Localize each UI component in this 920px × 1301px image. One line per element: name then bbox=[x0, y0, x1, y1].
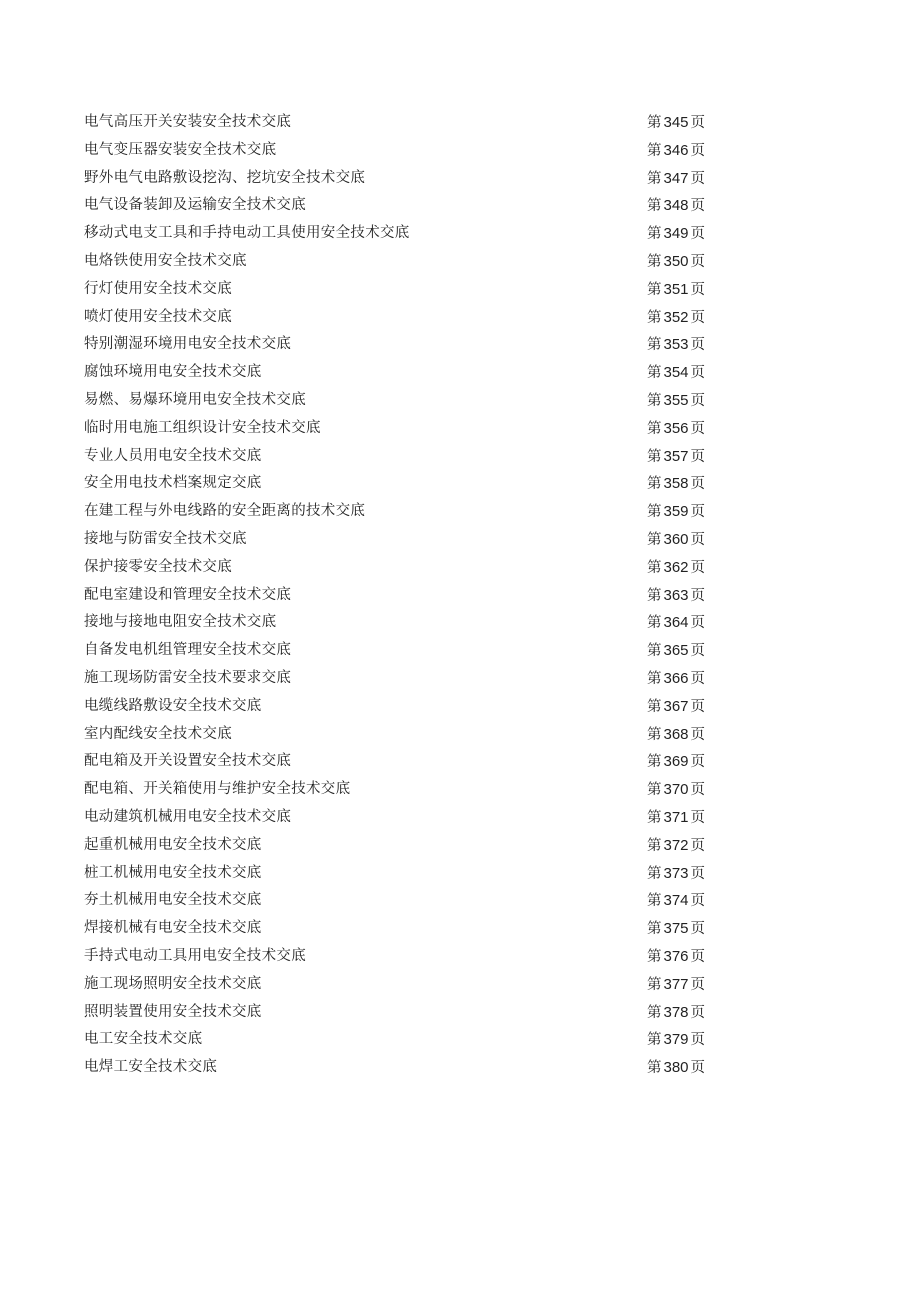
toc-entry-title: 电缆线路敷设安全技术交底 bbox=[84, 697, 262, 714]
toc-entry-page-ref bbox=[647, 609, 705, 638]
page-number: 379 bbox=[663, 1031, 689, 1049]
page-suffix: 页 bbox=[690, 392, 706, 409]
page-suffix: 页 bbox=[690, 782, 706, 799]
page-prefix: 第 bbox=[647, 448, 662, 465]
toc-entry-title: 起重机械用电安全技术交底 bbox=[84, 836, 262, 853]
page-suffix: 页 bbox=[690, 837, 706, 854]
page-number: 380 bbox=[663, 1059, 689, 1077]
toc-entry-title: 室内配线安全技术交底 bbox=[84, 725, 232, 742]
toc-entry-title: 配电箱、开关箱使用与维护安全技术交底 bbox=[84, 781, 351, 798]
toc-entry-title: 施工现场防雷安全技术要求交底 bbox=[84, 669, 292, 686]
page-suffix: 页 bbox=[690, 615, 706, 632]
page-number: 349 bbox=[663, 225, 689, 243]
toc-entry-page-ref bbox=[647, 331, 705, 360]
page-number: 348 bbox=[663, 197, 689, 215]
page-number: 363 bbox=[663, 586, 689, 604]
page-number: 346 bbox=[663, 141, 689, 159]
toc-entry-title: 电烙铁使用安全技术交底 bbox=[84, 252, 247, 269]
page-number: 351 bbox=[663, 280, 689, 298]
page-prefix: 第 bbox=[647, 198, 662, 215]
page-prefix: 第 bbox=[647, 281, 662, 298]
page-number: 375 bbox=[663, 920, 689, 938]
page-number: 357 bbox=[663, 447, 689, 465]
toc-entry-page-ref bbox=[647, 860, 705, 889]
page-suffix: 页 bbox=[690, 559, 706, 576]
toc-entry-page-ref bbox=[647, 971, 705, 1000]
toc-entry bbox=[0, 443, 920, 471]
toc-entry bbox=[0, 832, 920, 860]
page-suffix: 页 bbox=[690, 142, 706, 159]
page-prefix: 第 bbox=[647, 1060, 662, 1077]
page-prefix: 第 bbox=[647, 420, 662, 437]
page-suffix: 页 bbox=[690, 476, 706, 493]
toc-entry-title: 手持式电动工具用电安全技术交底 bbox=[84, 947, 306, 964]
page-prefix: 第 bbox=[647, 948, 662, 965]
toc-entry-page-ref bbox=[647, 887, 705, 916]
table-of-contents bbox=[0, 109, 920, 1082]
page-suffix: 页 bbox=[690, 337, 706, 354]
toc-entry bbox=[0, 915, 920, 943]
page-prefix: 第 bbox=[647, 531, 662, 548]
toc-entry-title: 配电箱及开关设置安全技术交底 bbox=[84, 753, 292, 770]
toc-entry-page-ref bbox=[647, 526, 705, 555]
page-suffix: 页 bbox=[690, 921, 706, 938]
page-suffix: 页 bbox=[690, 115, 706, 131]
toc-entry-page-ref bbox=[647, 109, 705, 138]
toc-entry-title: 焊接机械有电安全技术交底 bbox=[84, 920, 262, 937]
toc-entry-page-ref bbox=[647, 415, 705, 444]
toc-entry-page-ref bbox=[647, 359, 705, 388]
toc-entry-title: 电气高压开关安装安全技术交底 bbox=[84, 114, 292, 130]
toc-entry-title: 喷灯使用安全技术交底 bbox=[84, 308, 232, 325]
toc-entry-title: 电气变压器安装安全技术交底 bbox=[84, 141, 277, 158]
toc-entry bbox=[0, 331, 920, 359]
toc-entry-page-ref bbox=[647, 637, 705, 666]
toc-entry-title: 临时用电施工组织设计安全技术交底 bbox=[84, 419, 321, 436]
page-suffix: 页 bbox=[690, 587, 706, 604]
page-suffix: 页 bbox=[690, 1004, 706, 1021]
toc-entry-page-ref bbox=[647, 387, 705, 416]
toc-entry-title: 特别潮湿环境用电安全技术交底 bbox=[84, 336, 292, 353]
toc-entry bbox=[0, 137, 920, 165]
page-suffix: 页 bbox=[690, 198, 706, 215]
toc-entry-page-ref bbox=[647, 165, 705, 194]
page-prefix: 第 bbox=[647, 504, 662, 521]
toc-entry-page-ref bbox=[647, 554, 705, 583]
page-number: 352 bbox=[663, 308, 689, 326]
page-prefix: 第 bbox=[647, 170, 662, 187]
toc-entry-title: 夯土机械用电安全技术交底 bbox=[84, 892, 262, 909]
toc-entry bbox=[0, 1026, 920, 1054]
page-prefix: 第 bbox=[647, 726, 662, 743]
toc-entry bbox=[0, 1054, 920, 1082]
toc-entry-page-ref bbox=[647, 443, 705, 472]
toc-entry bbox=[0, 470, 920, 498]
page-prefix: 第 bbox=[647, 115, 662, 131]
page-suffix: 页 bbox=[690, 170, 706, 187]
toc-entry-page-ref bbox=[647, 776, 705, 805]
page-suffix: 页 bbox=[690, 309, 706, 326]
toc-entry bbox=[0, 554, 920, 582]
page-suffix: 页 bbox=[690, 226, 706, 243]
page-number: 345 bbox=[663, 114, 689, 131]
page-suffix: 页 bbox=[690, 726, 706, 743]
toc-entry-title: 配电室建设和管理安全技术交底 bbox=[84, 586, 292, 603]
toc-entry-title: 电焊工安全技术交底 bbox=[84, 1059, 218, 1076]
toc-entry bbox=[0, 860, 920, 888]
toc-entry-page-ref bbox=[647, 999, 705, 1028]
toc-entry-page-ref bbox=[647, 915, 705, 944]
page-number: 367 bbox=[663, 697, 689, 715]
page-number: 378 bbox=[663, 1003, 689, 1021]
page-suffix: 页 bbox=[690, 865, 706, 882]
toc-entry bbox=[0, 637, 920, 665]
page-number: 373 bbox=[663, 864, 689, 882]
toc-entry-title: 电动建筑机械用电安全技术交底 bbox=[84, 808, 292, 825]
page-prefix: 第 bbox=[647, 893, 662, 910]
page-number: 353 bbox=[663, 336, 689, 354]
toc-entry bbox=[0, 359, 920, 387]
page-suffix: 页 bbox=[690, 1060, 706, 1077]
toc-entry-title: 易燃、易爆环境用电安全技术交底 bbox=[84, 391, 306, 408]
page-prefix: 第 bbox=[647, 921, 662, 938]
page-prefix: 第 bbox=[647, 837, 662, 854]
page-number: 370 bbox=[663, 781, 689, 799]
toc-entry bbox=[0, 693, 920, 721]
toc-entry bbox=[0, 943, 920, 971]
page-number: 364 bbox=[663, 614, 689, 632]
page-number: 356 bbox=[663, 419, 689, 437]
page-number: 355 bbox=[663, 391, 689, 409]
page-prefix: 第 bbox=[647, 476, 662, 493]
toc-entry bbox=[0, 748, 920, 776]
page-prefix: 第 bbox=[647, 309, 662, 326]
page-suffix: 页 bbox=[690, 893, 706, 910]
page-prefix: 第 bbox=[647, 698, 662, 715]
toc-entry bbox=[0, 971, 920, 999]
page-prefix: 第 bbox=[647, 365, 662, 382]
page-prefix: 第 bbox=[647, 782, 662, 799]
toc-entry bbox=[0, 276, 920, 304]
toc-entry-page-ref bbox=[647, 943, 705, 972]
page-suffix: 页 bbox=[690, 365, 706, 382]
page-prefix: 第 bbox=[647, 643, 662, 660]
toc-entry bbox=[0, 526, 920, 554]
toc-entry-title: 照明装置使用安全技术交底 bbox=[84, 1003, 262, 1020]
page-suffix: 页 bbox=[690, 809, 706, 826]
page-number: 371 bbox=[663, 808, 689, 826]
page-suffix: 页 bbox=[690, 948, 706, 965]
toc-entry-title: 腐蚀环境用电安全技术交底 bbox=[84, 364, 262, 381]
toc-entry-page-ref bbox=[647, 582, 705, 611]
toc-entry-title: 自备发电机组管理安全技术交底 bbox=[84, 642, 292, 659]
toc-entry bbox=[0, 387, 920, 415]
toc-entry bbox=[0, 498, 920, 526]
page-number: 372 bbox=[663, 836, 689, 854]
page-prefix: 第 bbox=[647, 809, 662, 826]
toc-entry-title: 接地与防雷安全技术交底 bbox=[84, 530, 247, 547]
page-prefix: 第 bbox=[647, 754, 662, 771]
page-prefix: 第 bbox=[647, 226, 662, 243]
toc-entry-title: 桩工机械用电安全技术交底 bbox=[84, 864, 262, 881]
toc-entry-title: 在建工程与外电线路的安全距离的技术交底 bbox=[84, 503, 366, 520]
toc-entry-title: 电工安全技术交底 bbox=[84, 1031, 203, 1048]
toc-entry-page-ref bbox=[647, 220, 705, 249]
toc-entry-title: 保护接零安全技术交底 bbox=[84, 558, 232, 575]
toc-entry-page-ref bbox=[647, 1054, 705, 1083]
page-prefix: 第 bbox=[647, 587, 662, 604]
toc-entry-title: 移动式电支工具和手持电动工具使用安全技术交底 bbox=[84, 225, 410, 242]
toc-entry bbox=[0, 415, 920, 443]
toc-entry bbox=[0, 248, 920, 276]
toc-entry bbox=[0, 165, 920, 193]
page-number: 368 bbox=[663, 725, 689, 743]
toc-entry-page-ref bbox=[647, 804, 705, 833]
toc-entry-page-ref bbox=[647, 748, 705, 777]
toc-entry-title: 安全用电技术档案规定交底 bbox=[84, 475, 262, 492]
toc-entry bbox=[0, 804, 920, 832]
page-number: 359 bbox=[663, 503, 689, 521]
page-prefix: 第 bbox=[647, 142, 662, 159]
toc-entry bbox=[0, 609, 920, 637]
toc-entry-title: 专业人员用电安全技术交底 bbox=[84, 447, 262, 464]
page-prefix: 第 bbox=[647, 615, 662, 632]
page-prefix: 第 bbox=[647, 253, 662, 270]
toc-entry-page-ref bbox=[647, 832, 705, 861]
toc-entry-title: 施工现场照明安全技术交底 bbox=[84, 975, 262, 992]
page-prefix: 第 bbox=[647, 670, 662, 687]
toc-entry-page-ref bbox=[647, 304, 705, 333]
toc-entry-title: 野外电气电路敷设挖沟、挖坑安全技术交底 bbox=[84, 169, 366, 186]
toc-entry bbox=[0, 887, 920, 915]
page-suffix: 页 bbox=[690, 253, 706, 270]
toc-entry-page-ref bbox=[647, 192, 705, 221]
toc-entry-title: 行灯使用安全技术交底 bbox=[84, 280, 232, 297]
page-suffix: 页 bbox=[690, 754, 706, 771]
page-number: 358 bbox=[663, 475, 689, 493]
page-suffix: 页 bbox=[690, 976, 706, 993]
page-suffix: 页 bbox=[690, 643, 706, 660]
page-prefix: 第 bbox=[647, 559, 662, 576]
page-suffix: 页 bbox=[690, 281, 706, 298]
page-number: 377 bbox=[663, 975, 689, 993]
toc-entry-title: 接地与接地电阻安全技术交底 bbox=[84, 614, 277, 631]
toc-entry-title: 电气设备装卸及运输安全技术交底 bbox=[84, 197, 306, 214]
toc-entry-page-ref bbox=[647, 498, 705, 527]
toc-entry-page-ref bbox=[647, 470, 705, 499]
page-number: 374 bbox=[663, 892, 689, 910]
toc-entry-page-ref bbox=[647, 248, 705, 277]
toc-entry bbox=[0, 582, 920, 610]
toc-entry bbox=[0, 665, 920, 693]
toc-entry bbox=[0, 304, 920, 332]
toc-entry bbox=[0, 999, 920, 1027]
page-suffix: 页 bbox=[690, 670, 706, 687]
page-suffix: 页 bbox=[690, 420, 706, 437]
toc-entry bbox=[0, 721, 920, 749]
toc-entry bbox=[0, 109, 920, 137]
page-prefix: 第 bbox=[647, 865, 662, 882]
toc-entry bbox=[0, 192, 920, 220]
page-suffix: 页 bbox=[690, 531, 706, 548]
page-number: 360 bbox=[663, 530, 689, 548]
toc-entry-page-ref bbox=[647, 1026, 705, 1055]
page-prefix: 第 bbox=[647, 392, 662, 409]
toc-entry-page-ref bbox=[647, 693, 705, 722]
page-suffix: 页 bbox=[690, 1032, 706, 1049]
page-prefix: 第 bbox=[647, 1032, 662, 1049]
toc-entry-page-ref bbox=[647, 276, 705, 305]
toc-entry bbox=[0, 776, 920, 804]
page-number: 347 bbox=[663, 169, 689, 187]
page-number: 350 bbox=[663, 252, 689, 270]
toc-entry-page-ref bbox=[647, 137, 705, 166]
toc-entry-page-ref bbox=[647, 721, 705, 750]
page-suffix: 页 bbox=[690, 448, 706, 465]
page-number: 366 bbox=[663, 669, 689, 687]
page-suffix: 页 bbox=[690, 504, 706, 521]
page-prefix: 第 bbox=[647, 1004, 662, 1021]
page-number: 365 bbox=[663, 642, 689, 660]
page-number: 369 bbox=[663, 753, 689, 771]
toc-entry bbox=[0, 220, 920, 248]
page-number: 376 bbox=[663, 947, 689, 965]
page-suffix: 页 bbox=[690, 698, 706, 715]
page-prefix: 第 bbox=[647, 976, 662, 993]
page-number: 362 bbox=[663, 558, 689, 576]
page-prefix: 第 bbox=[647, 337, 662, 354]
page-number: 354 bbox=[663, 364, 689, 382]
toc-entry-page-ref bbox=[647, 665, 705, 694]
